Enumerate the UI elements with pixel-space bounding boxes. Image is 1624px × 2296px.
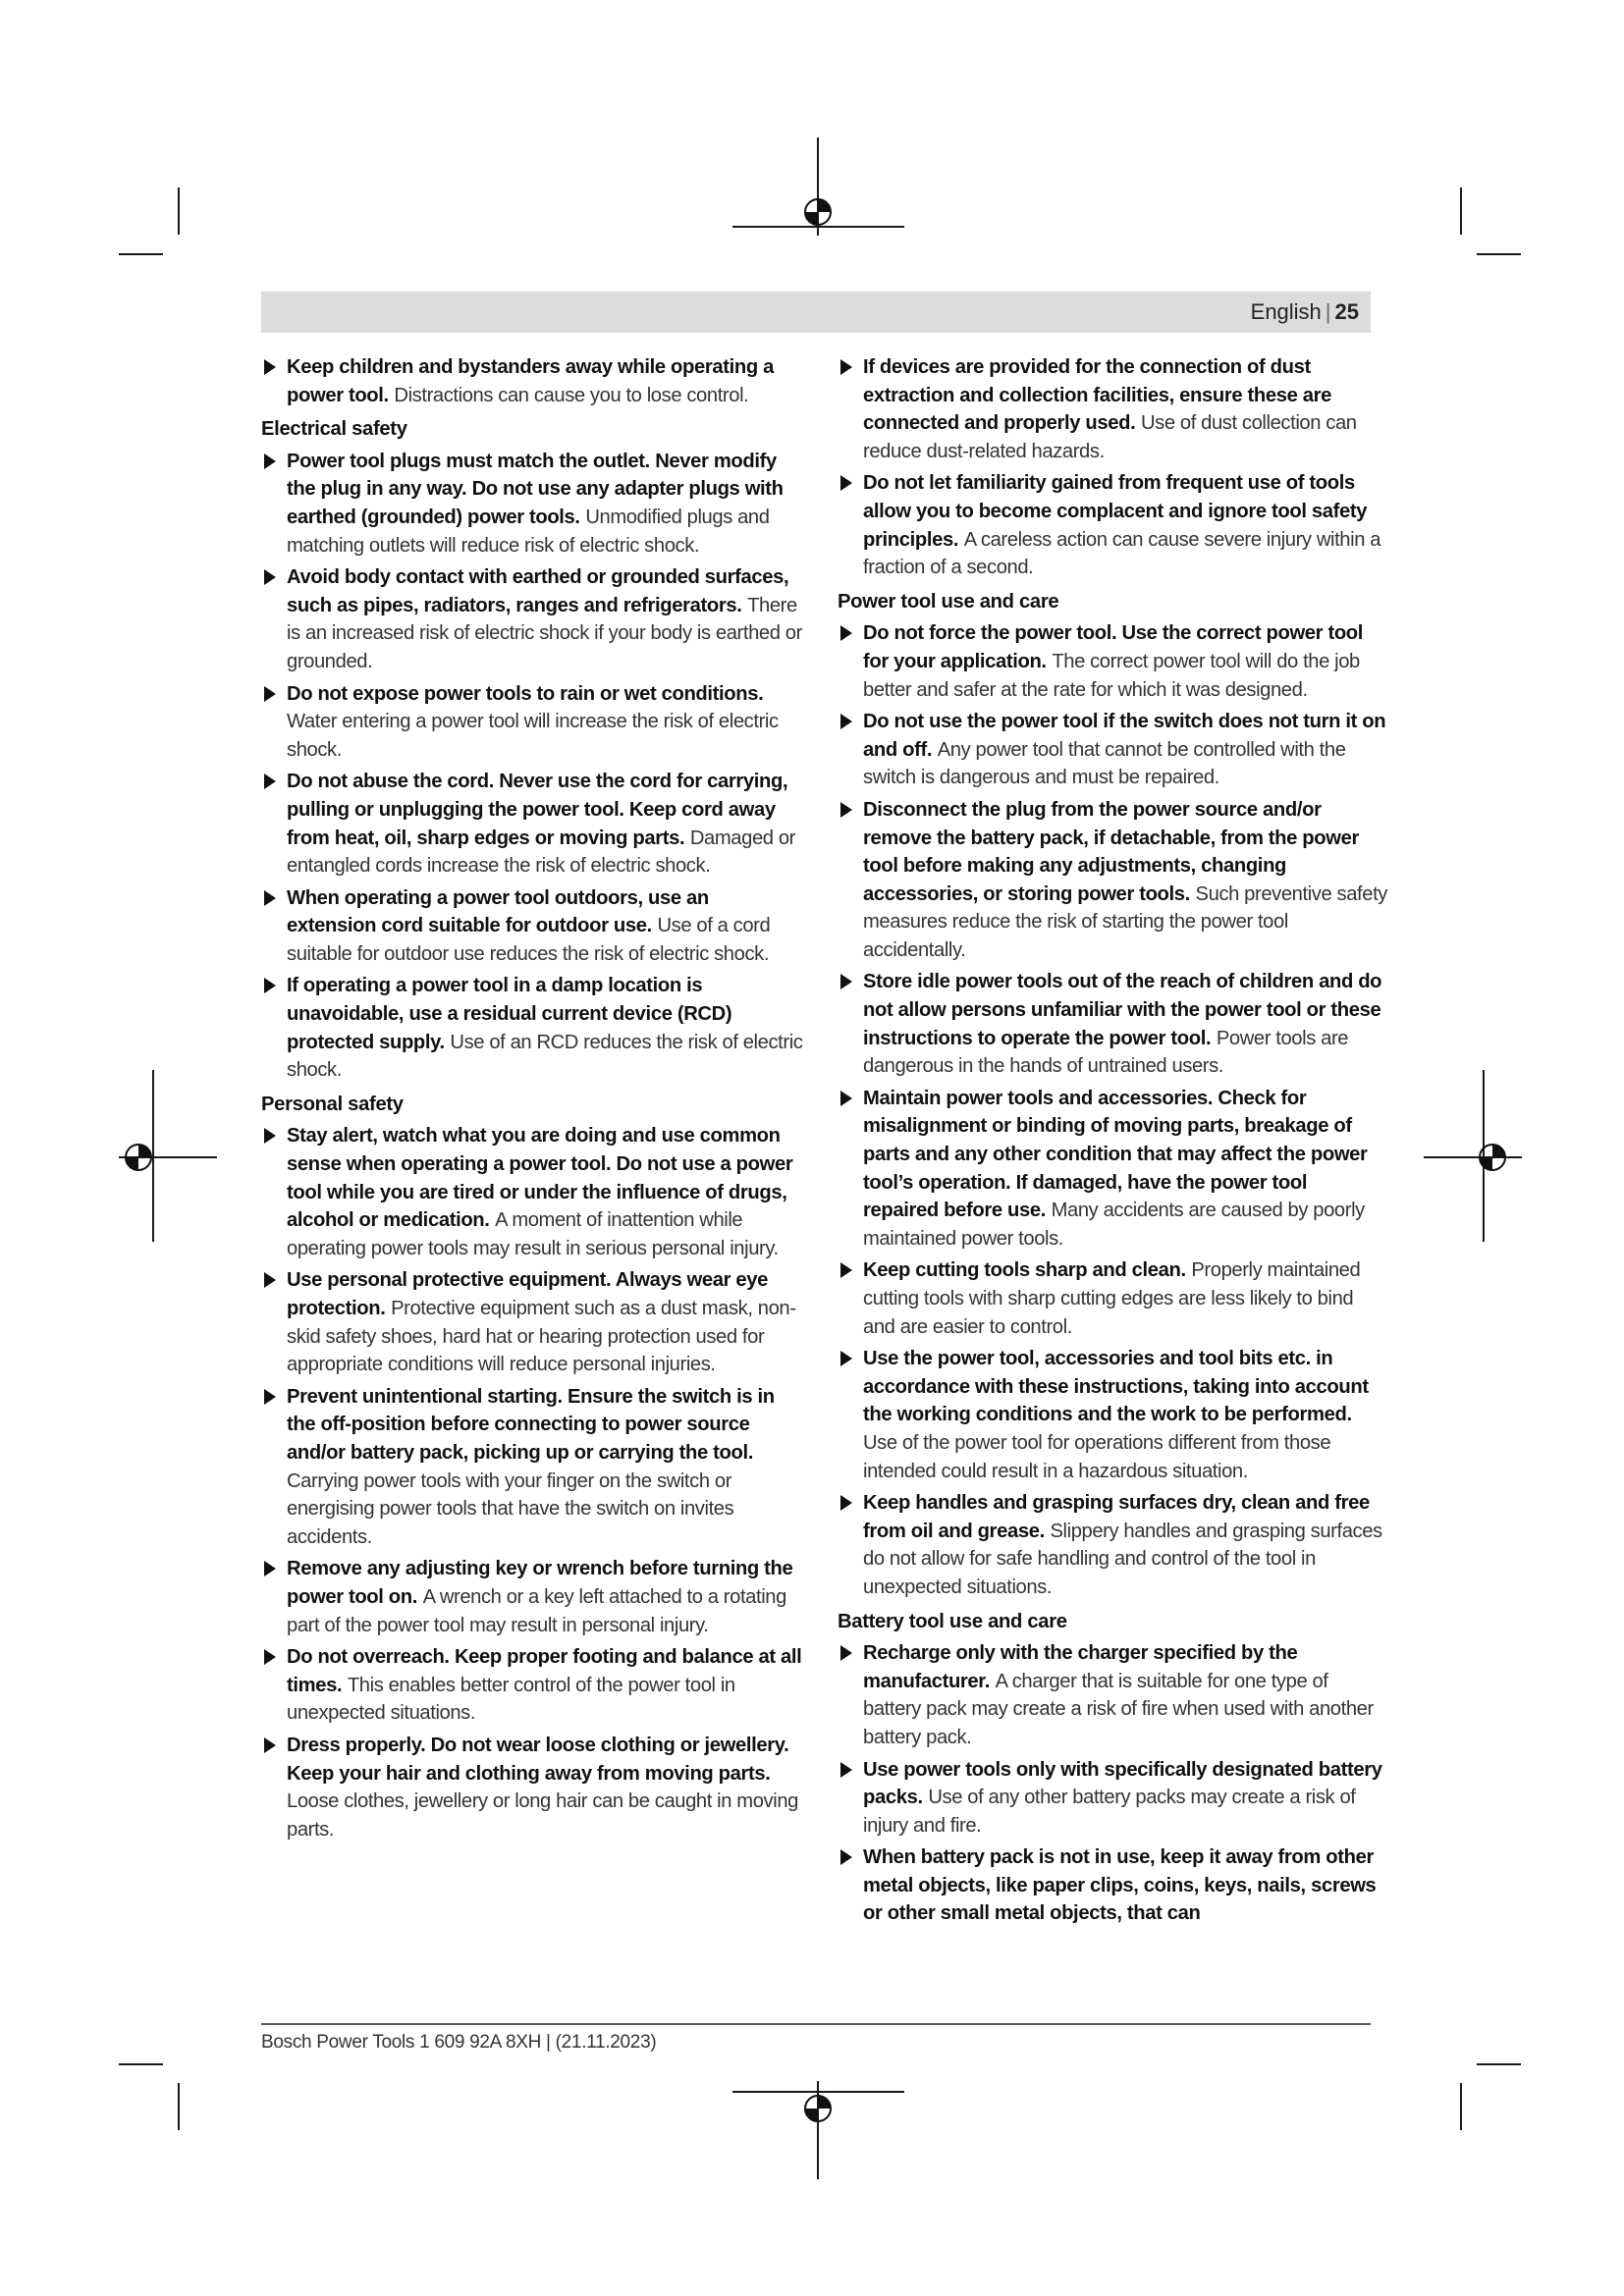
safety-item — [838, 1756, 1387, 1841]
item-bold-text: Disconnect the plug from the power source and/or remove the battery pack, if detachable, from the power tool before making any adjustments, changing accessories, or storing power tools. — [863, 798, 1359, 905]
safety-item — [838, 1639, 1387, 1751]
item-text: A moment of inattention while operating power tools may result in serious personal injury. — [287, 1209, 779, 1259]
power-tool-use-list — [838, 619, 1387, 1601]
safety-item — [261, 448, 803, 560]
item-bold-text: Use the power tool, accessories and tool bits etc. in accordance with these instructions, taking into account the working conditions and the work to be performed. — [863, 1348, 1369, 1426]
bullet-arrow-icon — [840, 1351, 852, 1366]
safety-item — [261, 680, 803, 765]
item-text: Use of any other battery packs may create a risk of injury and fire. — [863, 1787, 1356, 1837]
item-text: A careless action can cause severe injury within a fraction of a second. — [863, 528, 1381, 579]
bullet-arrow-icon — [264, 1737, 276, 1753]
bullet-arrow-icon — [840, 625, 852, 641]
crop-mark — [178, 187, 180, 235]
crop-mark — [178, 2083, 180, 2130]
item-bold-text: Use power tools only with specifically designated battery packs. — [863, 1758, 1382, 1809]
bullet-arrow-icon — [264, 1389, 276, 1405]
bullet-arrow-icon — [840, 714, 852, 729]
registration-target-icon — [122, 1141, 155, 1174]
crop-mark — [1460, 2083, 1462, 2130]
bullet-arrow-icon — [840, 1495, 852, 1511]
item-text: Use of the power tool for operations different from those intended could result in a hazardous situation. — [863, 1431, 1331, 1482]
safety-item — [261, 563, 803, 675]
item-text: Damaged or entangled cords increase the risk of electric shock. — [287, 827, 795, 878]
safety-item — [261, 1266, 803, 1378]
bullet-arrow-icon — [840, 1262, 852, 1278]
item-bold-text: When battery pack is not in use, keep it away from other metal objects, like paper clips, coins, keys, nails, screws or other small metal objects, that can — [863, 1846, 1377, 1925]
safety-item — [838, 1256, 1387, 1341]
crop-mark — [119, 2063, 163, 2065]
item-text: Unmodified plugs and matching outlets will reduce risk of electric shock. — [287, 506, 770, 557]
safety-item — [838, 469, 1387, 581]
bullet-arrow-icon — [840, 1849, 852, 1865]
bullet-arrow-icon — [264, 1272, 276, 1288]
section-heading-power-tool-use: Power tool use and care — [838, 590, 1059, 613]
item-text: There is an increased risk of electric shock if your body is earthed or grounded. — [287, 594, 802, 672]
bullet-arrow-icon — [840, 359, 852, 375]
bullet-arrow-icon — [264, 774, 276, 789]
bullet-arrow-icon — [840, 1645, 852, 1661]
item-bold-text: Keep handles and grasping surfaces dry, clean and free from oil and grease. — [863, 1492, 1370, 1542]
item-bold-text: Do not let familiarity gained from frequent use of tools allow you to become complacent and ignore tool safety principles. — [863, 472, 1368, 551]
safety-item — [838, 619, 1387, 704]
safety-item — [838, 968, 1387, 1080]
item-bold-text: Use personal protective equipment. Always wear eye protection. — [287, 1269, 768, 1319]
bullet-arrow-icon — [264, 454, 276, 469]
safety-item — [838, 1085, 1387, 1254]
item-bold-text: If operating a power tool in a damp location is unavoidable, use a residual current device (RCD) protected supply. — [287, 975, 732, 1053]
general-safety-list — [838, 353, 1387, 582]
electrical-safety-list — [261, 448, 803, 1085]
page-header — [261, 292, 1371, 333]
item-text: A charger that is suitable for one type of battery pack may create a risk of fire when used with another battery pack. — [863, 1670, 1374, 1748]
personal-safety-list — [261, 1122, 803, 1843]
item-bold-text: Do not overreach. Keep proper footing and balance at all times. — [287, 1646, 802, 1696]
bullet-arrow-icon — [840, 1762, 852, 1778]
item-bold-text: Keep children and bystanders away while operating a power tool. — [287, 356, 774, 406]
section-heading-personal-safety: Personal safety — [261, 1093, 404, 1115]
footer-divider — [261, 2023, 1371, 2025]
battery-tool-use-list — [838, 1639, 1387, 1928]
safety-item — [261, 1383, 803, 1552]
left-column — [261, 353, 803, 1847]
item-text: Carrying power tools with your finger on the switch or energising power tools that have the switch on invites accidents. — [287, 1469, 734, 1548]
safety-item — [838, 708, 1387, 792]
page-number: 25 — [1334, 299, 1359, 324]
item-bold-text: Do not abuse the cord. Never use the cord for carrying, pulling or unplugging the power tool. Keep cord away from heat, oil, sharp edges or moving parts. — [287, 771, 788, 849]
item-bold-text: If devices are provided for the connection of dust extraction and collection facilities, ensure these are connected and properly used. — [863, 356, 1331, 435]
item-bold-text: When operating a power tool outdoors, use an extension cord suitable for outdoor use. — [287, 886, 709, 937]
item-text: Water entering a power tool will increase the risk of electric shock. — [287, 711, 779, 761]
item-text: Many accidents are caused by poorly maintained power tools. — [863, 1200, 1365, 1250]
safety-item — [261, 353, 803, 409]
item-bold-text: Remove any adjusting key or wrench before turning the power tool on. — [287, 1558, 793, 1608]
safety-item — [838, 1843, 1387, 1928]
item-bold-text: Maintain power tools and accessories. Check for misalignment or binding of moving parts, breakage of parts and any other condition that may affect the power tool’s operation. If damaged, have the power tool repaired before use. — [863, 1087, 1368, 1222]
item-text: Distractions can cause you to lose control. — [394, 384, 749, 406]
item-bold-text: Store idle power tools out of the reach of children and do not allow persons unfamiliar with the power tool or these instructions to operate the power tool. — [863, 971, 1382, 1049]
item-text: Power tools are dangerous in the hands of untrained users. — [863, 1027, 1349, 1078]
header-language: English — [1250, 299, 1322, 324]
safety-item — [838, 1489, 1387, 1601]
registration-target-icon — [801, 195, 835, 229]
item-bold-text: Keep cutting tools sharp and clean. — [863, 1259, 1186, 1282]
crop-mark — [119, 253, 163, 255]
registration-target-icon — [1476, 1141, 1509, 1174]
bullet-arrow-icon — [264, 1561, 276, 1576]
item-bold-text: Recharge only with the charger specified by the manufacturer. — [863, 1642, 1298, 1692]
item-bold-text: Power tool plugs must match the outlet. Never modify the plug in any way. Do not use any adapter plugs with earthed (grounded) power tools. — [287, 450, 784, 528]
crop-mark — [1460, 187, 1462, 235]
item-text: Such preventive safety measures reduce the risk of starting the power tool accidentally. — [863, 882, 1387, 961]
item-text: The correct power tool will do the job better and safer at the rate for which it was designed. — [863, 650, 1360, 701]
item-bold-text: Do not use the power tool if the switch does not turn it on and off. — [863, 711, 1386, 761]
bullet-arrow-icon — [264, 1128, 276, 1144]
safety-item — [261, 768, 803, 880]
item-bold-text: Do not force the power tool. Use the correct power tool for your application. — [863, 622, 1364, 672]
item-bold-text: Dress properly. Do not wear loose clothing or jewellery. Keep your hair and clothing away from moving parts. — [287, 1734, 789, 1785]
item-text: Any power tool that cannot be controlled with the switch is dangerous and must be repaired. — [863, 738, 1346, 789]
item-text: Loose clothes, jewellery or long hair can be caught in moving parts. — [287, 1790, 798, 1841]
bullet-arrow-icon — [840, 1091, 852, 1106]
safety-item — [838, 1345, 1387, 1485]
right-column — [838, 353, 1387, 1932]
safety-item — [261, 1122, 803, 1262]
item-bold-text: Do not expose power tools to rain or wet conditions. — [287, 682, 764, 705]
item-text: Slippery handles and grasping surfaces do not allow for safe handling and control of the tool in unexpected situations. — [863, 1520, 1382, 1598]
bullet-arrow-icon — [840, 802, 852, 818]
safety-item — [261, 884, 803, 969]
item-text: Use of an RCD reduces the risk of electric shock. — [287, 1031, 803, 1082]
bullet-arrow-icon — [264, 978, 276, 993]
item-text: Use of a cord suitable for outdoor use reduces the risk of electric shock. — [287, 915, 771, 965]
section-heading-battery-tool-use: Battery tool use and care — [838, 1610, 1067, 1632]
item-text: This enables better control of the power tool in unexpected situations. — [287, 1674, 735, 1725]
item-bold-text: Prevent unintentional starting. Ensure the switch is in the off-position before connecting to power source and/or battery pack, picking up or carrying the tool. — [287, 1385, 775, 1464]
bullet-arrow-icon — [264, 359, 276, 375]
header-label: English | 25 — [1250, 299, 1359, 324]
bullet-arrow-icon — [264, 569, 276, 585]
registration-target-icon — [801, 2092, 835, 2125]
safety-item — [261, 972, 803, 1084]
safety-item — [838, 796, 1387, 965]
bullet-arrow-icon — [840, 974, 852, 989]
item-text: Use of dust collection can reduce dust-related hazards. — [863, 412, 1357, 462]
safety-item — [261, 1643, 803, 1728]
bullet-arrow-icon — [840, 475, 852, 491]
bullet-arrow-icon — [264, 1649, 276, 1665]
item-bold-text: Avoid body contact with earthed or grounded surfaces, such as pipes, radiators, ranges and refrigerators. — [287, 566, 789, 616]
item-bold-text: Stay alert, watch what you are doing and use common sense when operating a power tool. Do not use a power tool while you are tired or under the influence of drugs, alcohol or medication. — [287, 1125, 793, 1232]
section-heading-electrical-safety: Electrical safety — [261, 418, 407, 441]
crop-mark — [1477, 2063, 1521, 2065]
safety-item — [261, 1732, 803, 1843]
footer-publication-info: Bosch Power Tools 1 609 92A 8XH | (21.11.2023) — [261, 2032, 657, 2053]
item-text: A wrench or a key left attached to a rotating part of the power tool may result in personal injury. — [287, 1585, 786, 1636]
crop-mark — [1477, 253, 1521, 255]
bullet-arrow-icon — [264, 686, 276, 702]
safety-item — [261, 1555, 803, 1639]
item-text: Properly maintained cutting tools with sharp cutting edges are less likely to bind and are easier to control. — [863, 1259, 1361, 1338]
item-text: Protective equipment such as a dust mask, non-skid safety shoes, hard hat or hearing protection used for appropriate conditions will reduce personal injuries. — [287, 1298, 796, 1376]
bullet-arrow-icon — [264, 890, 276, 906]
safety-item — [838, 353, 1387, 465]
